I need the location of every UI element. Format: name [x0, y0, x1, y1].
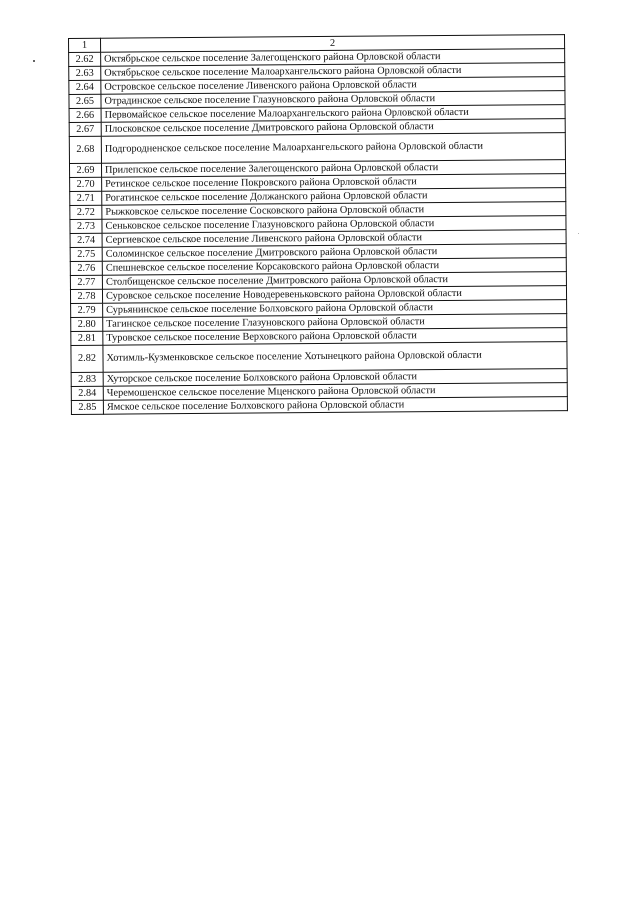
row-number: 2.65	[69, 94, 101, 108]
row-number: 2.74	[70, 233, 102, 247]
row-text: Ретинское сельское поселение Покровского района Орловской области	[102, 174, 566, 192]
row-text: Ямское сельское поселение Болховского района Орловской области	[103, 397, 567, 415]
row-text: Островское сельское поселение Ливенского района Орловской области	[101, 77, 565, 95]
row-text: Столбищенское сельское поселение Дмитровского района Орловской области	[102, 272, 566, 290]
row-text: Тагинское сельское поселение Глазуновского района Орловской области	[103, 314, 567, 332]
row-number: 2.68	[69, 136, 101, 163]
row-text: Первомайское сельское поселение Малоархангельского района Орловской области	[101, 105, 565, 123]
scan-speck	[578, 233, 579, 234]
row-number: 2.63	[69, 66, 101, 80]
row-number: 2.77	[70, 275, 102, 289]
row-number: 2.85	[71, 400, 103, 414]
row-number: 2.71	[70, 191, 102, 205]
row-number: 2.62	[69, 52, 101, 66]
row-text: Суровское сельское поселение Новодеревеньковского района Орловской области	[102, 286, 566, 304]
row-number: 2.69	[69, 163, 101, 177]
row-number: 2.79	[71, 303, 103, 317]
header-col-2: 2	[101, 35, 565, 53]
row-number: 2.64	[69, 80, 101, 94]
row-text: Хуторское сельское поселение Болховского района Орловской области	[103, 369, 567, 387]
row-number: 2.72	[70, 205, 102, 219]
row-text: Соломинское сельское поселение Дмитровского района Орловской области	[102, 244, 566, 262]
row-text: Прилепское сельское поселение Залегощенского района Орловской области	[101, 160, 565, 178]
row-text: Сергиевское сельское поселение Ливенского района Орловской области	[102, 230, 566, 248]
row-number: 2.67	[69, 122, 101, 136]
row-text: Черемошенское сельское поселение Мценского района Орловской области	[103, 383, 567, 401]
row-text: Отрадинское сельское поселение Глазуновского района Орловской области	[101, 91, 565, 109]
row-text: Подгородненское сельское поселение Малоархангельского района Орловской области	[101, 133, 565, 164]
row-text: Хотимль-Кузменковское сельское поселение Хотынецкого района Орловской области	[103, 342, 567, 373]
header-col-1: 1	[69, 38, 101, 52]
row-text: Сурьянинское сельское поселение Болховского района Орловской области	[103, 300, 567, 318]
row-number: 2.78	[70, 289, 102, 303]
row-text: Рогатинское сельское поселение Должанского района Орловской области	[102, 188, 566, 206]
row-text: Туровское сельское поселение Верховского района Орловской области	[103, 328, 567, 346]
row-text: Сеньковское сельское поселение Глазуновского района Орловской области	[102, 216, 566, 234]
row-number: 2.76	[70, 261, 102, 275]
settlements-table	[68, 34, 568, 415]
row-number: 2.73	[70, 219, 102, 233]
row-number: 2.82	[71, 345, 103, 372]
table-row	[69, 133, 565, 164]
row-number: 2.84	[71, 386, 103, 400]
row-number: 2.81	[71, 331, 103, 345]
row-text: Октябрьское сельское поселение Малоархангельского района Орловской области	[101, 63, 565, 81]
row-text: Октябрьское сельское поселение Залегощенского района Орловской области	[101, 49, 565, 67]
row-number: 2.66	[69, 108, 101, 122]
row-text: Плосковское сельское поселение Дмитровского района Орловской области	[101, 119, 565, 137]
row-number: 2.83	[71, 372, 103, 386]
row-number: 2.75	[70, 247, 102, 261]
scan-speck	[33, 60, 35, 62]
row-text: Спешневское сельское поселение Корсаковского района Орловской области	[102, 258, 566, 276]
row-number: 2.70	[70, 177, 102, 191]
table-row	[71, 397, 567, 415]
row-text: Рыжковское сельское поселение Сосковского района Орловской области	[102, 202, 566, 220]
table-row	[71, 342, 567, 373]
row-number: 2.80	[71, 317, 103, 331]
